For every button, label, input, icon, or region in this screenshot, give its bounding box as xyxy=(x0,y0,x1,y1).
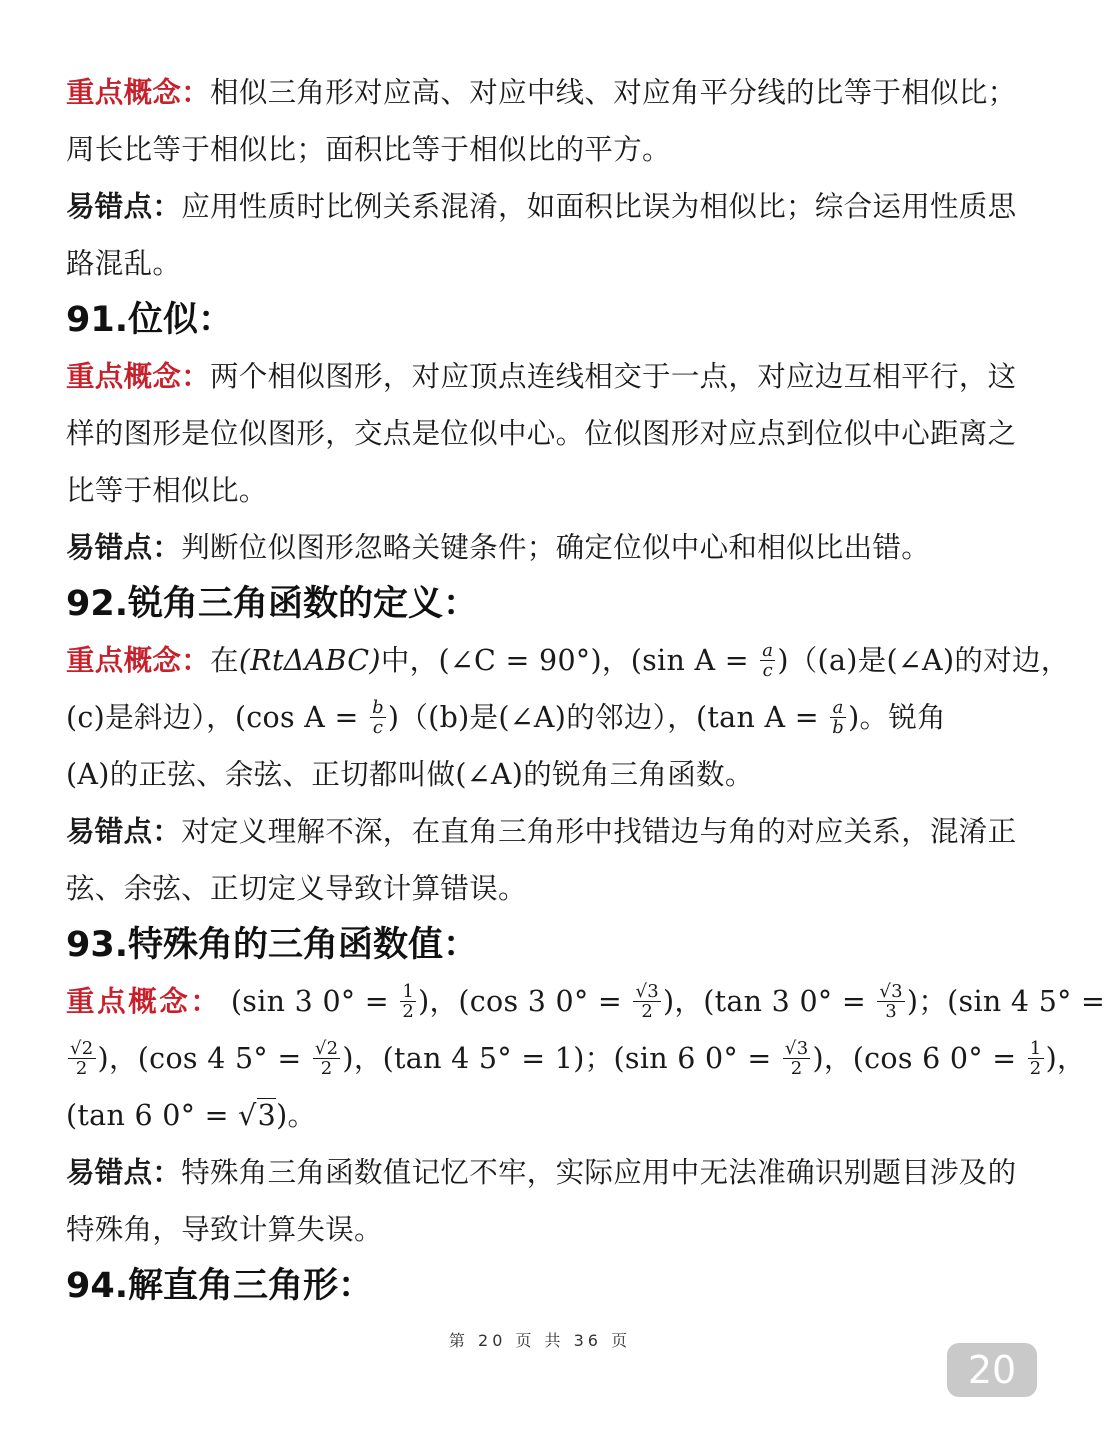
sep: ； xyxy=(584,1042,614,1075)
fraction-sqrt3-over-2 xyxy=(633,982,661,1021)
page-number-badge: 20 xyxy=(947,1343,1037,1397)
sep: ， xyxy=(601,644,631,677)
error-text: 对定义理解不深，在直角三角形中找错边与角的对应关系，混淆正 xyxy=(181,815,1017,848)
math-rt-triangle: (RtΔABC) xyxy=(238,644,381,677)
paren: ) xyxy=(1045,1042,1057,1075)
math-tan45: (tan 4 5° = 1) xyxy=(382,1042,585,1075)
paren: ) xyxy=(387,701,400,734)
sec91-err-line1 xyxy=(66,519,1016,576)
sep: ， xyxy=(353,1042,383,1075)
text-opposite-side: （(a)是(∠A)的对边， xyxy=(788,644,1070,677)
section-92-title: 92.锐角三角函数的定义： xyxy=(66,584,479,624)
paren: ) xyxy=(848,701,860,734)
sec90-key-line1 xyxy=(66,64,1016,121)
denominator: 2 xyxy=(402,1001,415,1022)
key-concept-label: 重点概念： xyxy=(66,985,222,1018)
sep: 。 xyxy=(287,1099,317,1132)
text-acute-angle: 。锐角 xyxy=(859,701,946,734)
sec93-key-line1 xyxy=(66,973,1105,1030)
sec90-key-line2: 周长比等于相似比；面积比等于相似比的平方。 xyxy=(66,133,671,166)
fraction-1-over-2 xyxy=(1028,1039,1044,1078)
denominator: 2 xyxy=(75,1058,88,1079)
key-concept-label: 重点概念： xyxy=(66,360,211,393)
sec93-key-line2 xyxy=(66,1030,1086,1087)
error-text: 判断位似图形忽略关键条件；确定位似中心和相似比出错。 xyxy=(181,531,931,564)
fraction-b-over-c xyxy=(370,698,386,737)
denominator: b xyxy=(832,717,845,738)
paren: ) xyxy=(662,985,675,1018)
denominator: c xyxy=(372,717,384,738)
key-text: 两个相似图形，对应顶点连线相交于一点，对应边互相平行，这 xyxy=(210,360,1017,393)
math-sin-def: (sin A = xyxy=(630,644,759,677)
fraction-a-over-b xyxy=(830,698,846,737)
numerator: √3 xyxy=(784,1038,809,1059)
numerator: √2 xyxy=(314,1038,339,1059)
document-body xyxy=(66,64,1105,1314)
sep: ， xyxy=(108,1042,138,1075)
paren: ) xyxy=(97,1042,109,1075)
math-tan30: (tan 3 0° = xyxy=(703,985,876,1018)
error-point-label: 易错点： xyxy=(66,531,182,564)
sec91-key-line1 xyxy=(66,348,1016,405)
denominator: 2 xyxy=(1029,1058,1042,1079)
sec91-key-line2: 样的图形是位似图形，交点是位似中心。位似图形对应点到位似中心距离之 xyxy=(66,417,1017,450)
paren: ) xyxy=(777,644,789,677)
page-footer: 第 20 页 共 36 页 xyxy=(448,1331,632,1350)
sec93-err-line1 xyxy=(66,1144,1016,1201)
sec93-err-line2: 特殊角，导致计算失误。 xyxy=(66,1213,383,1246)
sep: ， xyxy=(429,985,459,1018)
text-adjacent-side: （(b)是(∠A)的邻边） xyxy=(399,701,668,734)
sep: ； xyxy=(918,985,948,1018)
numerator: √3 xyxy=(635,981,659,1002)
paren: ) xyxy=(812,1042,824,1075)
error-point-label: 易错点： xyxy=(66,190,182,223)
math-cos30: (cos 3 0° = xyxy=(458,985,632,1018)
numerator: a xyxy=(762,640,774,661)
text-zhong: 中， xyxy=(380,644,439,677)
error-point-label: 易错点： xyxy=(66,1156,182,1189)
sep: ， xyxy=(1056,1042,1086,1075)
sec90-err-line2: 路混乱。 xyxy=(66,247,182,280)
numerator: b xyxy=(372,697,384,718)
sep: ， xyxy=(823,1042,853,1075)
section-94-title: 94.解直角三角形： xyxy=(66,1266,374,1306)
math-sin60: (sin 6 0° = xyxy=(613,1042,781,1075)
sep: ， xyxy=(206,701,235,734)
paren: ) xyxy=(418,985,430,1018)
denominator: 2 xyxy=(641,1001,654,1022)
math-sin45: (sin 4 5° = xyxy=(947,985,1105,1018)
denominator: 2 xyxy=(320,1058,333,1079)
text-hypotenuse: (c)是斜边） xyxy=(66,701,207,734)
paren: ) xyxy=(342,1042,354,1075)
numerator: 1 xyxy=(1029,1038,1042,1059)
math-cos-def: (cos A = xyxy=(234,701,369,734)
denominator: c xyxy=(762,660,773,681)
sec91-key-line3: 比等于相似比。 xyxy=(66,474,268,507)
sec92-err-line2: 弦、余弦、正切定义导致计算错误。 xyxy=(66,872,527,905)
fraction-sqrt3-over-2 xyxy=(783,1039,811,1078)
sep: ， xyxy=(674,985,704,1018)
section-93-title: 93.特殊角的三角函数值： xyxy=(66,925,479,965)
key-text: 相似三角形对应高、对应中线、对应角平分线的比等于相似比； xyxy=(210,76,1017,109)
sqrt3-value: √3 xyxy=(238,1099,277,1132)
numerator: 1 xyxy=(402,981,415,1002)
paren: ) xyxy=(276,1099,288,1132)
fraction-sqrt3-over-3 xyxy=(877,982,905,1021)
fraction-sqrt2-over-2 xyxy=(68,1039,96,1078)
fraction-sqrt2-over-2 xyxy=(313,1039,341,1078)
key-concept-label: 重点概念： xyxy=(66,644,211,677)
key-concept-label: 重点概念： xyxy=(66,76,211,109)
math-cos60: (cos 6 0° = xyxy=(852,1042,1026,1075)
numerator: a xyxy=(830,698,846,718)
sec93-key-line3 xyxy=(66,1087,1016,1144)
math-angle-c: (∠C = 90°) xyxy=(438,644,602,677)
math-cos45: (cos 4 5° = xyxy=(137,1042,311,1075)
error-text: 特殊角三角函数值记忆不牢，实际应用中无法准确识别题目涉及的 xyxy=(181,1156,1017,1189)
sec92-key-line3: (A)的正弦、余弦、正切都叫做(∠A)的锐角三角函数。 xyxy=(66,758,754,791)
paren: ) xyxy=(906,985,919,1018)
fraction-a-over-c xyxy=(760,641,775,680)
math-tan-def: (tan A = xyxy=(696,701,829,734)
math-sin30: (sin 3 0° = xyxy=(230,985,399,1018)
fraction-1-over-2 xyxy=(400,982,416,1021)
sec92-key-line1 xyxy=(66,632,1070,689)
sep: ， xyxy=(667,701,696,734)
sec92-key-line2 xyxy=(66,689,1016,746)
math-tan60: (tan 6 0° = xyxy=(66,1099,239,1132)
sec90-err-line1 xyxy=(66,178,1016,235)
error-point-label: 易错点： xyxy=(66,815,182,848)
sec92-err-line1 xyxy=(66,803,1016,860)
denominator: 3 xyxy=(885,1001,897,1022)
error-text: 应用性质时比例关系混淆，如面积比误为相似比；综合运用性质思 xyxy=(181,190,1017,223)
text-zai: 在 xyxy=(210,644,239,677)
numerator: √3 xyxy=(879,981,903,1002)
numerator: √2 xyxy=(70,1038,94,1059)
denominator: 2 xyxy=(790,1058,803,1079)
section-91-title: 91.位似： xyxy=(66,300,234,340)
